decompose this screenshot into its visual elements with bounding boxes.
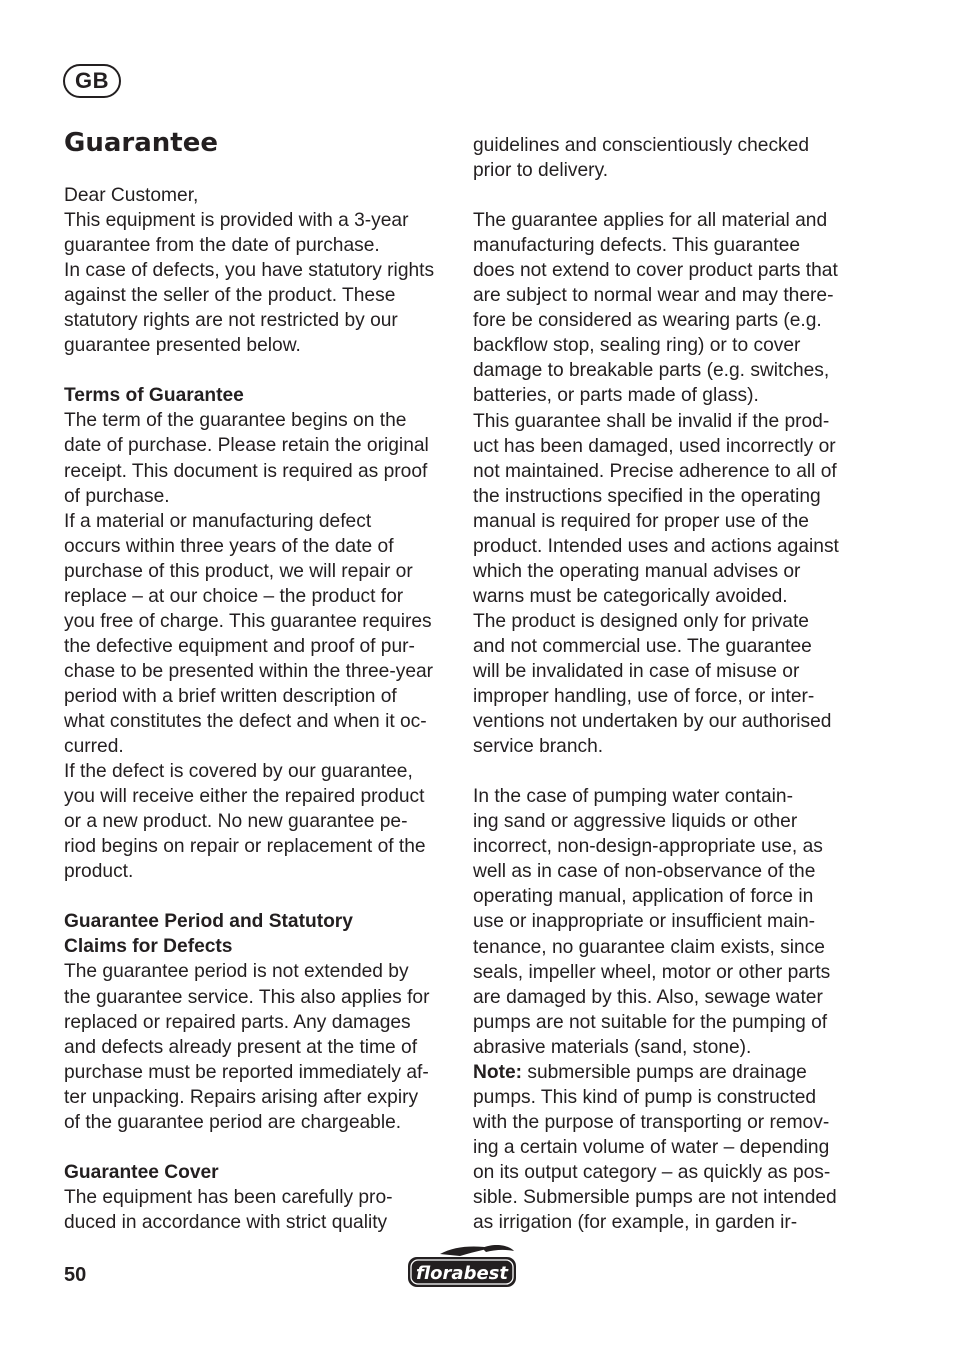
text-line: or a new product. No new guarantee pe- <box>64 811 408 833</box>
text-line: uct has been damaged, used incorrectly or <box>473 435 836 457</box>
text-line: are damaged by this. Also, sewage water <box>473 986 823 1008</box>
section-heading: Guarantee Period and Statutory <box>64 911 353 933</box>
text-line: purchase must be reported immediately af- <box>64 1061 429 1083</box>
text-line: If a material or manufacturing defect <box>64 510 372 532</box>
text-line: product. <box>64 861 134 883</box>
text-line: guarantee presented below. <box>64 335 301 357</box>
text-line: riod begins on repair or replacement of the <box>64 836 426 858</box>
text-line: with the purpose of transporting or remov- <box>473 1111 830 1133</box>
text-line: warns must be categorically avoided. <box>473 585 788 607</box>
text-line: the defective equipment and proof of pur- <box>64 635 415 657</box>
text-line: Dear Customer, <box>64 185 199 206</box>
text-line: The product is designed only for private <box>473 610 809 632</box>
text-line: This guarantee shall be invalid if the prod- <box>473 410 830 432</box>
terms-section <box>64 383 450 884</box>
text-line: occurs within three years of the date of <box>64 535 394 557</box>
text-line: duced in accordance with strict quality <box>64 1211 388 1233</box>
text-line: tenance, no guarantee claim exists, since <box>473 936 825 958</box>
text-line: pumps. This kind of pump is constructed <box>473 1086 817 1108</box>
text-line: against the seller of the product. These <box>64 285 396 307</box>
text-line: seals, impeller wheel, motor or other parts <box>473 961 831 983</box>
text-line: backflow stop, sealing ring) or to cover <box>473 335 801 357</box>
section-heading: Guarantee Cover <box>64 1161 219 1183</box>
text-line: manual is required for proper use of the <box>473 510 809 532</box>
text-line: are subject to normal wear and may there- <box>473 285 834 307</box>
intro-paragraph <box>64 183 450 358</box>
text-line: In case of defects, you have statutory rights <box>64 260 435 282</box>
text-line: ter unpacking. Repairs arising after expiry <box>64 1086 419 1108</box>
text-line: The guarantee applies for all material and <box>473 210 828 232</box>
text-line: The term of the guarantee begins on the <box>64 410 407 432</box>
text-line: of purchase. <box>64 485 170 507</box>
text-line: guidelines and conscientiously checked <box>473 135 809 156</box>
text-line: ing sand or aggressive liquids or other <box>473 811 798 833</box>
text-line: If the defect is covered by our guarantee, <box>64 761 413 783</box>
text-line: date of purchase. Please retain the original <box>64 435 429 457</box>
text-line: The equipment has been carefully pro- <box>64 1186 393 1208</box>
text-line: and not commercial use. The guarantee <box>473 635 812 657</box>
text-line: you will receive either the repaired product <box>64 786 425 808</box>
text-line: batteries, or parts made of glass). <box>473 385 759 407</box>
text-line: replaced or repaired parts. Any damages <box>64 1011 411 1033</box>
florabest-logo <box>406 1244 518 1290</box>
text-line: guarantee from the date of purchase. <box>64 235 380 257</box>
text-line: The guarantee period is not extended by <box>64 961 409 983</box>
text-line: sible. Submersible pumps are not intended <box>473 1186 837 1208</box>
text-line: well as in case of non-observance of the <box>473 861 816 883</box>
text-line: damage to breakable parts (e.g. switches, <box>473 360 830 382</box>
text-line: will be invalidated in case of misuse or <box>473 660 800 682</box>
text-line: on its output category – as quickly as pos- <box>473 1161 831 1183</box>
section-heading: Terms of Guarantee <box>64 385 244 407</box>
note-paragraph <box>473 1060 863 1235</box>
text-line: product. Intended uses and actions against <box>473 535 839 557</box>
text-line: This equipment is provided with a 3-year <box>64 210 409 232</box>
text-line: incorrect, non-design-appropriate use, as <box>473 836 823 858</box>
text-line: period with a brief written description of <box>64 685 397 707</box>
section-heading: Claims for Defects <box>64 936 233 958</box>
language-badge: GB <box>63 64 121 98</box>
text-line: which the operating manual advises or <box>473 560 801 582</box>
text-line: you free of charge. This guarantee requires <box>64 610 432 632</box>
text-line: fore be considered as wearing parts (e.g. <box>473 310 822 332</box>
text-line: purchase of this product, we will repair or <box>64 560 413 582</box>
text-line: curred. <box>64 736 124 758</box>
text-line: ventions not undertaken by our authorised <box>473 711 832 733</box>
note-text: submersible pumps are drainage <box>522 1061 807 1083</box>
text-line: does not extend to cover product parts that <box>473 260 838 282</box>
cover-section <box>64 1160 450 1235</box>
text-line: not maintained. Precise adherence to all of <box>473 460 837 482</box>
right-column <box>473 133 863 1235</box>
text-line: use or inappropriate or insufficient main- <box>473 911 816 933</box>
text-line <box>473 1060 863 1085</box>
text-line: what constitutes the defect and when it oc- <box>64 710 427 732</box>
text-line: the guarantee service. This also applies for <box>64 986 430 1008</box>
text-line: and defects already present at the time of <box>64 1036 418 1058</box>
pumping-paragraph <box>473 784 863 1060</box>
text-line: service branch. <box>473 736 604 758</box>
period-section <box>64 909 450 1134</box>
text-line: abrasive materials (sand, stone). <box>473 1036 752 1058</box>
text-line: operating manual, application of force in <box>473 886 814 908</box>
text-line: replace – at our choice – the product for <box>64 585 404 607</box>
page-number: 50 <box>64 1264 87 1286</box>
applies-paragraph <box>473 208 863 759</box>
logo-text: florabest <box>416 1263 508 1284</box>
text-line: prior to delivery. <box>473 160 609 182</box>
text-line: ing a certain volume of water – depending <box>473 1136 830 1158</box>
text-line: chase to be presented within the three-year <box>64 660 434 682</box>
text-line: statutory rights are not restricted by our <box>64 310 398 332</box>
text-line: of the guarantee period are chargeable. <box>64 1111 402 1133</box>
text-line: as irrigation (for example, in garden ir- <box>473 1212 798 1234</box>
text-line: receipt. This document is required as proof <box>64 460 428 482</box>
text-line: pumps are not suitable for the pumping of <box>473 1011 828 1033</box>
cover-continued <box>473 133 863 183</box>
text-line: In the case of pumping water contain- <box>473 786 793 808</box>
text-line: the instructions specified in the operating <box>473 485 821 507</box>
page-title: Guarantee <box>64 128 218 158</box>
note-label: Note: <box>473 1061 523 1083</box>
left-column <box>64 183 450 1235</box>
text-line: manufacturing defects. This guarantee <box>473 235 801 257</box>
text-line: improper handling, use of force, or inter- <box>473 686 815 708</box>
